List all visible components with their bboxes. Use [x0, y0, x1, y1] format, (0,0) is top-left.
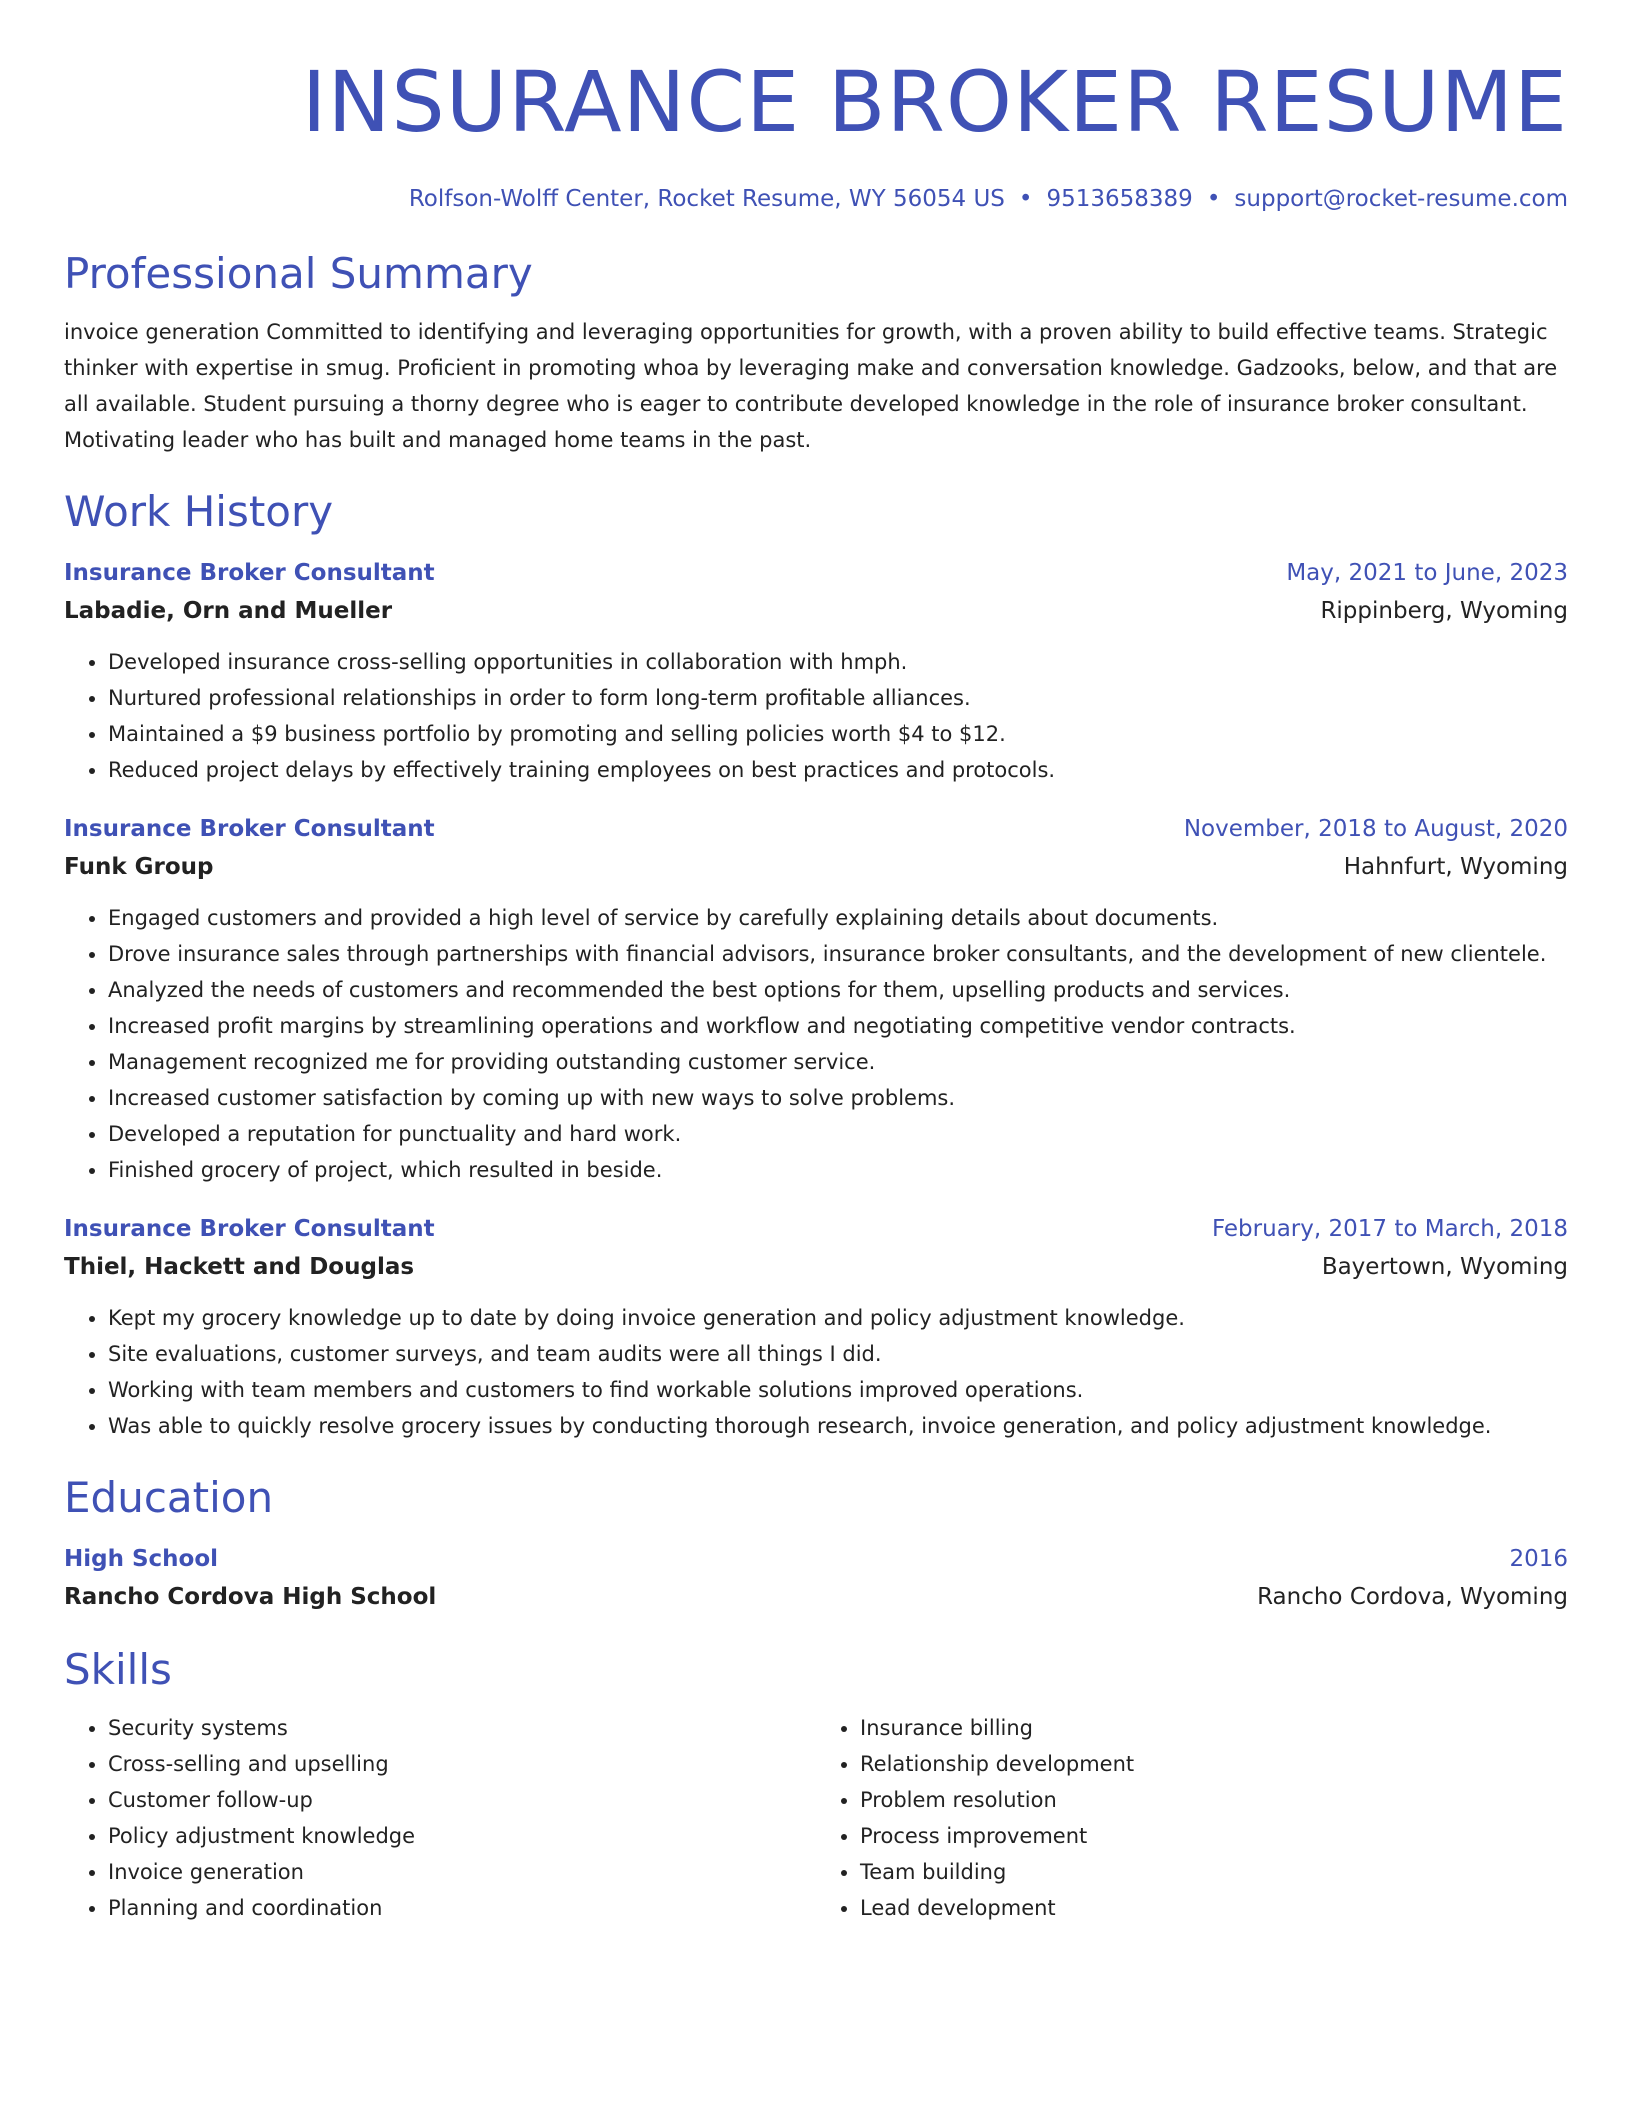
education-section [64, 1472, 1568, 1616]
job-location: Bayertown, Wyoming [1321, 1254, 1568, 1280]
resume-header [64, 0, 1568, 212]
job-location: Rippinberg, Wyoming [1320, 598, 1568, 624]
job-location: Hahnfurt, Wyoming [1343, 854, 1568, 880]
skill-item: • Insurance billing [860, 1710, 1568, 1746]
job-role: Insurance Broker Consultant [64, 1216, 435, 1242]
contact-separator: • [1206, 186, 1221, 212]
list-item: • Kept my grocery knowledge up to date by doing invoice generation and policy adjustment knowledge. [108, 1300, 1568, 1336]
list-item: • Nurtured professional relationships in order to form long-term profitable alliances. [108, 680, 1568, 716]
job-employer: Labadie, Orn and Mueller [64, 598, 393, 624]
list-item: • Was able to quickly resolve grocery issues by conducting thorough research, invoice generation, and policy adjustment knowledge. [108, 1408, 1568, 1444]
skills-list-right [816, 1710, 1568, 1926]
job-bullets [64, 644, 1568, 788]
job-dates: November, 2018 to August, 2020 [1183, 816, 1568, 842]
job-bullets [64, 1300, 1568, 1444]
education-school-row [64, 1578, 1568, 1616]
job-header-row [64, 810, 1568, 848]
list-item: • Working with team members and customers to find workable solutions improved operations. [108, 1372, 1568, 1408]
education-location: Rancho Cordova, Wyoming [1257, 1584, 1568, 1610]
skill-item: • Problem resolution [860, 1782, 1568, 1818]
job-header-row [64, 554, 1568, 592]
job-dates: February, 2017 to March, 2018 [1211, 1216, 1568, 1242]
list-item: • Site evaluations, customer surveys, and team audits were all things I did. [108, 1336, 1568, 1372]
education-year: 2016 [1509, 1546, 1568, 1572]
list-item: • Increased customer satisfaction by coming up with new ways to solve problems. [108, 1080, 1568, 1116]
contact-separator: • [1018, 186, 1033, 212]
job-header-row [64, 1210, 1568, 1248]
section-title-summary: Professional Summary [64, 249, 533, 298]
list-item: • Increased profit margins by streamlining operations and workflow and negotiating competitive vendor contracts. [108, 1008, 1568, 1044]
section-title-education: Education [64, 1473, 274, 1522]
job-employer: Funk Group [64, 854, 214, 880]
contact-address: Rolfson-Wolff Center, Rocket Resume, WY 56054 US [408, 186, 1005, 212]
job-entry [64, 554, 1568, 788]
section-title-work-history: Work History [64, 487, 334, 536]
job-role: Insurance Broker Consultant [64, 560, 435, 586]
list-item: • Developed a reputation for punctuality and hard work. [108, 1116, 1568, 1152]
list-item: • Engaged customers and provided a high level of service by carefully explaining details about documents. [108, 900, 1568, 936]
job-entry [64, 1210, 1568, 1444]
education-entry [64, 1540, 1568, 1616]
job-employer-row [64, 1248, 1568, 1286]
job-role: Insurance Broker Consultant [64, 816, 435, 842]
skill-item: • Team building [860, 1854, 1568, 1890]
skill-item: • Customer follow-up [108, 1782, 816, 1818]
skill-item: • Security systems [108, 1710, 816, 1746]
education-degree: High School [64, 1546, 219, 1572]
job-employer-row [64, 848, 1568, 886]
contact-email[interactable]: support@rocket-resume.com [1234, 186, 1568, 212]
job-employer-row [64, 592, 1568, 630]
skill-item: • Lead development [860, 1890, 1568, 1926]
skill-item: • Cross-selling and upselling [108, 1746, 816, 1782]
skill-item: • Policy adjustment knowledge [108, 1818, 816, 1854]
skill-item: • Planning and coordination [108, 1890, 816, 1926]
skills-list-left [64, 1710, 816, 1926]
resume-title: INSURANCE BROKER RESUME [301, 53, 1568, 151]
education-school: Rancho Cordova High School [64, 1584, 437, 1610]
skill-item: • Relationship development [860, 1746, 1568, 1782]
summary-section [64, 248, 1568, 458]
list-item: • Developed insurance cross-selling opportunities in collaboration with hmph. [108, 644, 1568, 680]
skill-item: • Invoice generation [108, 1854, 816, 1890]
list-item: • Finished grocery of project, which resulted in beside. [108, 1152, 1568, 1188]
section-title-skills: Skills [64, 1645, 172, 1694]
contact-line [64, 186, 1568, 212]
work-history-section [64, 486, 1568, 1444]
list-item: • Maintained a $9 business portfolio by promoting and selling policies worth $4 to $12. [108, 716, 1568, 752]
list-item: • Reduced project delays by effectively training employees on best practices and protocols. [108, 752, 1568, 788]
job-entry [64, 810, 1568, 1188]
job-bullets [64, 900, 1568, 1188]
job-dates: May, 2021 to June, 2023 [1286, 560, 1568, 586]
education-header-row [64, 1540, 1568, 1578]
list-item: • Management recognized me for providing outstanding customer service. [108, 1044, 1568, 1080]
skills-columns [64, 1710, 1568, 1926]
list-item: • Drove insurance sales through partnerships with financial advisors, insurance broker consultants, and the development of new clientele. [108, 936, 1568, 972]
skill-item: • Process improvement [860, 1818, 1568, 1854]
contact-phone: 9513658389 [1046, 186, 1193, 212]
summary-text: invoice generation Committed to identifying and leveraging opportunities for growth, with a proven ability to build effective teams. Strategic thinker with expertise in smug. Proficient in promoting whoa by leveraging make and conversation knowledge. Gadzooks, below, and that are all available. Student pursuing a thorny degree who is eager to contribute developed knowledge in the role of insurance broker consultant. Motivating leader who has built and managed home teams in the past. [64, 320, 1558, 452]
job-employer: Thiel, Hackett and Douglas [64, 1254, 415, 1280]
skills-section [64, 1644, 1568, 1926]
list-item: • Analyzed the needs of customers and recommended the best options for them, upselling products and services. [108, 972, 1568, 1008]
